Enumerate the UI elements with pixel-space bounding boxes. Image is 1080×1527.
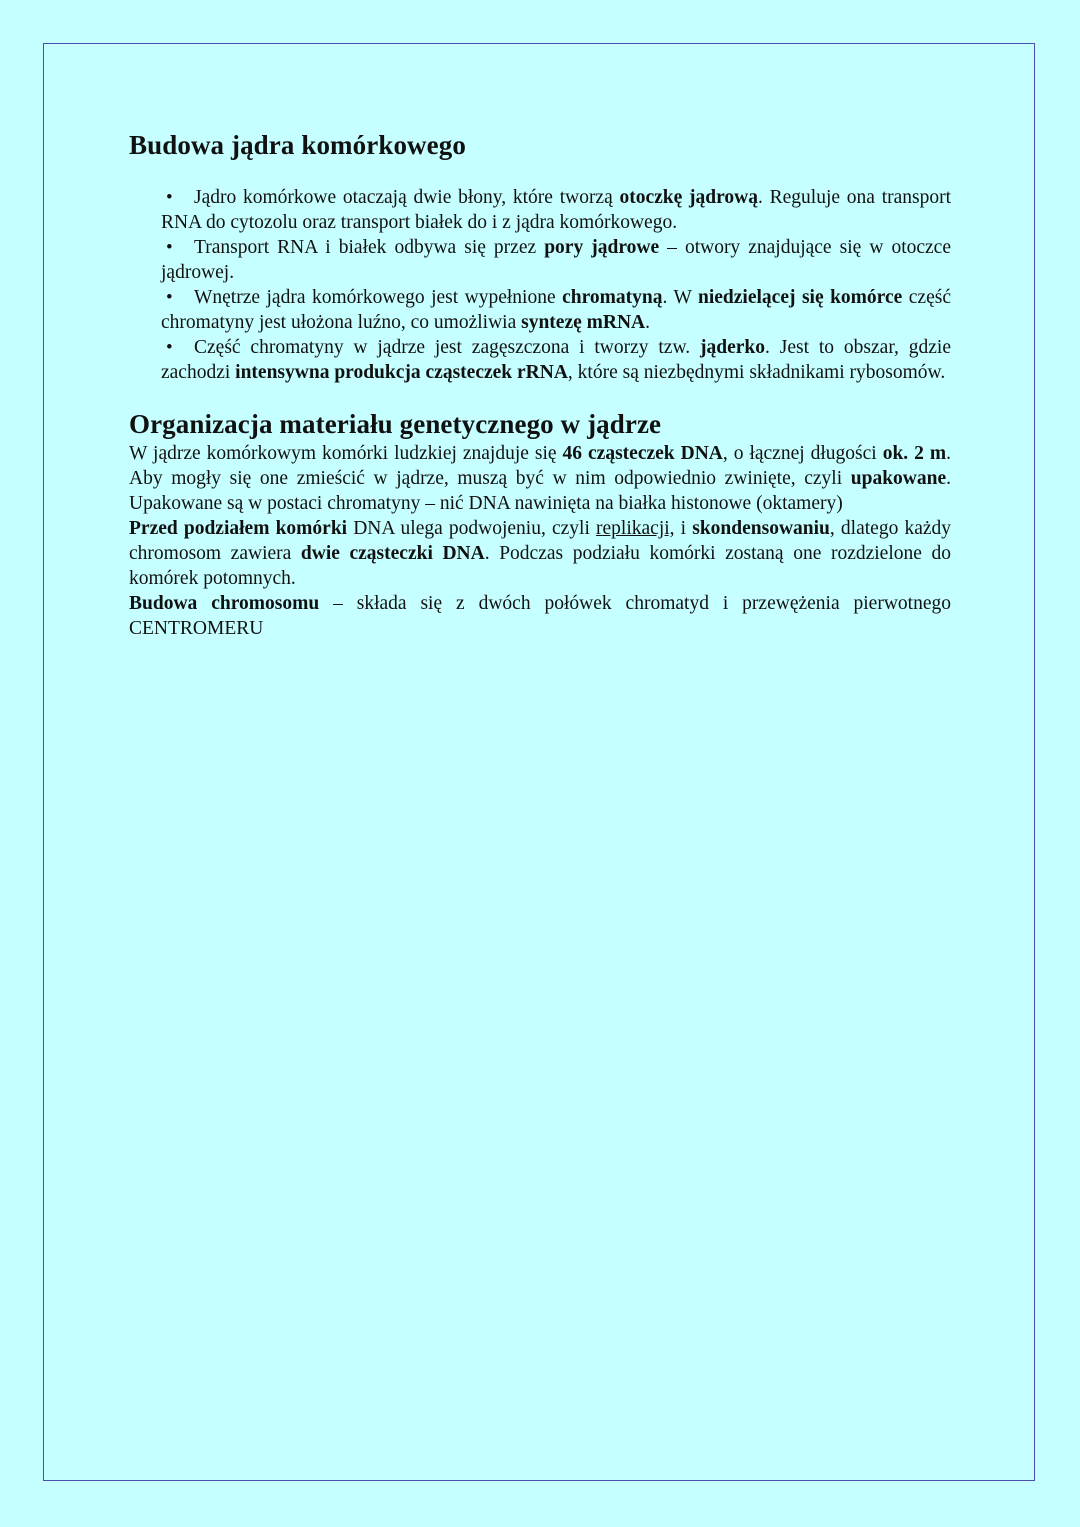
text-run: – otwory znajdujące się w otoczce jądrowej.: [161, 237, 951, 283]
bold-term: niedzielącej się komórce: [698, 287, 903, 308]
paragraph-dna-packaging: [129, 441, 951, 516]
heading-organizacja-materialu: Organizacja materiału genetycznego w jądrze: [129, 409, 662, 439]
text-run: Jądro komórkowe otaczają dwie błony, które tworzą: [194, 187, 620, 208]
text-run: . Jest to obszar, gdzie zachodzi: [161, 337, 951, 383]
bold-term: skondensowaniu: [692, 518, 830, 539]
text-run: . Upakowane są w postaci chromatyny – nić DNA nawinięta na białka histonowe (oktamery): [129, 468, 951, 514]
document-content: [129, 128, 951, 641]
bold-term: syntezę mRNA: [521, 312, 646, 333]
paragraph-replication: [129, 516, 951, 591]
text-run: część chromatyny jest ułożona luźno, co umożliwia: [161, 287, 951, 333]
bold-term: Budowa chromosomu: [129, 593, 320, 614]
bullet-list-budowa-jadra: [129, 185, 951, 385]
underlined-term: replikacji,: [596, 518, 675, 539]
bold-term: Przed podziałem komórki: [129, 518, 348, 539]
bullet-item: [161, 235, 951, 285]
text-run: – składa się z dwóch połówek chromatyd i przewężenia pierwotnego CENTROMERU: [129, 593, 951, 639]
text-run: . Aby mogły się one zmieścić w jądrze, muszą być w nim odpowiednio zwinięte, czyli: [129, 443, 951, 489]
text-run: Transport RNA i białek odbywa się przez: [194, 237, 545, 258]
paragraph-chromosome-structure: [129, 591, 951, 641]
bullet-item: [161, 185, 951, 235]
bold-term: 46 cząsteczek DNA: [562, 443, 723, 464]
text-run: , dlatego każdy chromosom zawiera: [129, 518, 952, 564]
text-run: Wnętrze jądra komórkowego jest wypełnione: [194, 287, 563, 308]
text-run: W jądrze komórkowym komórki ludzkiej znajduje się: [129, 443, 563, 464]
text-run: , które są niezbędnymi składnikami rybosomów.: [567, 362, 946, 383]
text-run: , o łącznej długości: [722, 443, 883, 464]
bold-term: dwie cząsteczki DNA: [300, 543, 485, 564]
bold-term: upakowane: [850, 468, 947, 489]
text-run: . W: [662, 287, 699, 308]
text-run: . Podczas podziału komórki zostaną one rozdzielone do komórek potomnych.: [129, 543, 951, 589]
heading-budowa-jadra: Budowa jądra komórkowego: [129, 130, 466, 160]
text-run: .: [645, 312, 651, 333]
bold-term: chromatyną: [562, 287, 663, 308]
text-run: DNA ulega podwojeniu, czyli: [347, 518, 597, 539]
bold-term: ok. 2 m: [882, 443, 947, 464]
bullet-item: [161, 335, 951, 385]
bold-term: intensywna produkcja cząsteczek rRNA: [235, 362, 568, 383]
bullet-item: [161, 285, 951, 335]
text-run: i: [674, 518, 693, 539]
text-run: Część chromatyny w jądrze jest zagęszczona i tworzy tzw.: [194, 337, 701, 358]
text-run: . Reguluje ona transport RNA do cytozolu oraz transport białek do i z jądra komórkowego.: [161, 187, 952, 233]
bold-term: jąderko: [700, 337, 766, 358]
bold-term: otoczkę jądrową: [619, 187, 759, 208]
bold-term: pory jądrowe: [544, 237, 660, 258]
